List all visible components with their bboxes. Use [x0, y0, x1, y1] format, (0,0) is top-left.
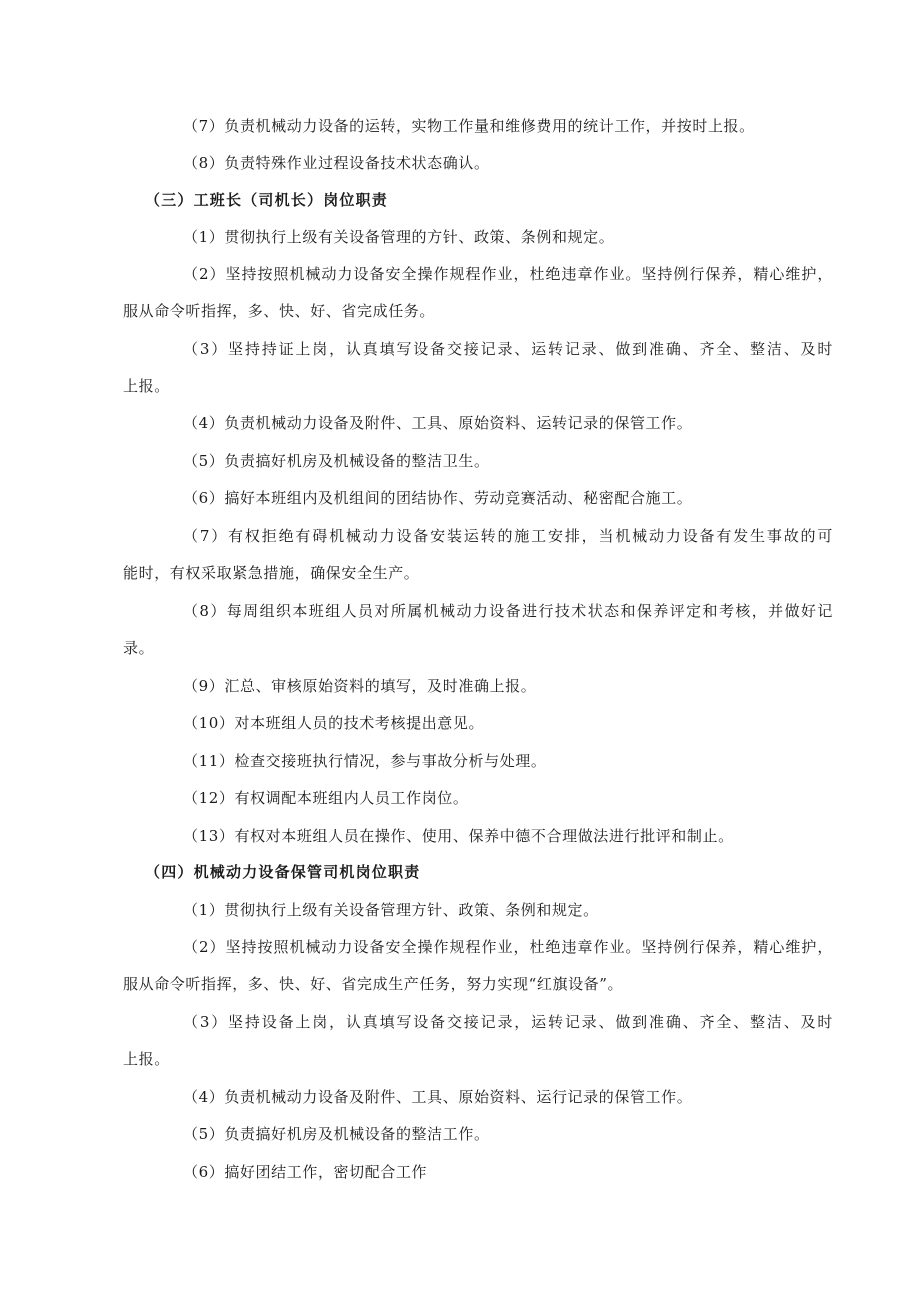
paragraph-4-6: （6）搞好团结工作，密切配合工作 [183, 1163, 428, 1181]
paragraph-3-4: （4）负责机械动力设备及附件、工具、原始资料、运转记录的保管工作。 [183, 414, 693, 432]
paragraph-3-2-line2: 服从命令听指挥，多、快、好、省完成任务。 [123, 302, 436, 320]
paragraph-3-11: （11）检查交接班执行情况，参与事故分析与处理。 [183, 752, 547, 770]
paragraph-3-7-line1: （7）有权拒绝有碍机械动力设备安装运转的施工安排，当机械动力设备有发生事故的可 [183, 527, 833, 545]
paragraph-3-7-line2: 能时，有权采取紧急措施，确保安全生产。 [123, 564, 420, 582]
paragraph-4-2-line2: 服从命令听指挥，多、快、好、省完成生产任务，努力实现“红旗设备”。 [123, 975, 624, 993]
paragraph-3-6: （6）搞好本班组内及机组间的团结协作、劳动竞赛活动、秘密配合施工。 [183, 489, 693, 507]
paragraph-3-8-line2: 录。 [123, 639, 155, 657]
paragraph-3-9: （9）汇总、审核原始资料的填写，及时准确上报。 [183, 677, 537, 695]
paragraph-4-4: （4）负责机械动力设备及附件、工具、原始资料、运行记录的保管工作。 [183, 1088, 693, 1106]
paragraph-3-13: （13）有权对本班组人员在操作、使用、保养中德不合理做法进行批评和制止。 [183, 827, 734, 845]
paragraph-3-12: （12）有权调配本班组内人员工作岗位。 [183, 789, 469, 807]
paragraph-4-3-line2: 上报。 [123, 1050, 170, 1068]
paragraph-4-3-line1: （3）坚持设备上岗，认真填写设备交接记录，运转记录、做到准确、齐全、整洁、及时 [183, 1013, 833, 1031]
paragraph-3-1: （1）贯彻执行上级有关设备管理的方针、政策、条例和规定。 [183, 228, 615, 246]
paragraph-4-5: （5）负责搞好机房及机械设备的整洁工作。 [183, 1125, 490, 1143]
paragraph-3-10: （10）对本班组人员的技术考核提出意见。 [183, 714, 485, 732]
paragraph-3-8-line1: （8）每周组织本班组人员对所属机械动力设备进行技术状态和保养评定和考核，并做好记 [183, 602, 833, 620]
paragraph-3-3-line2: 上报。 [123, 377, 170, 395]
paragraph-3-3-line1: （3）坚持持证上岗，认真填写设备交接记录、运转记录、做到准确、齐全、整洁、及时 [183, 340, 833, 358]
paragraph-2-7: （7）负责机械动力设备的运转，实物工作量和维修费用的统计工作，并按时上报。 [183, 117, 755, 135]
paragraph-4-2-line1: （2）坚持按照机械动力设备安全操作规程作业，杜绝违章作业。坚持例行保养，精心维护， [183, 938, 833, 956]
section-heading-4: （四）机械动力设备保管司机岗位职责 [145, 863, 421, 881]
paragraph-2-8: （8）负责特殊作业过程设备技术状态确认。 [183, 154, 490, 172]
paragraph-3-2-line1: （2）坚持按照机械动力设备安全操作规程作业，杜绝违章作业。坚持例行保养，精心维护， [183, 265, 833, 283]
section-heading-3: （三）工班长（司机长）岗位职责 [145, 191, 389, 209]
paragraph-3-5: （5）负责搞好机房及机械设备的整洁卫生。 [183, 452, 490, 470]
paragraph-4-1: （1）贯彻执行上级有关设备管理方针、政策、条例和规定。 [183, 901, 599, 919]
